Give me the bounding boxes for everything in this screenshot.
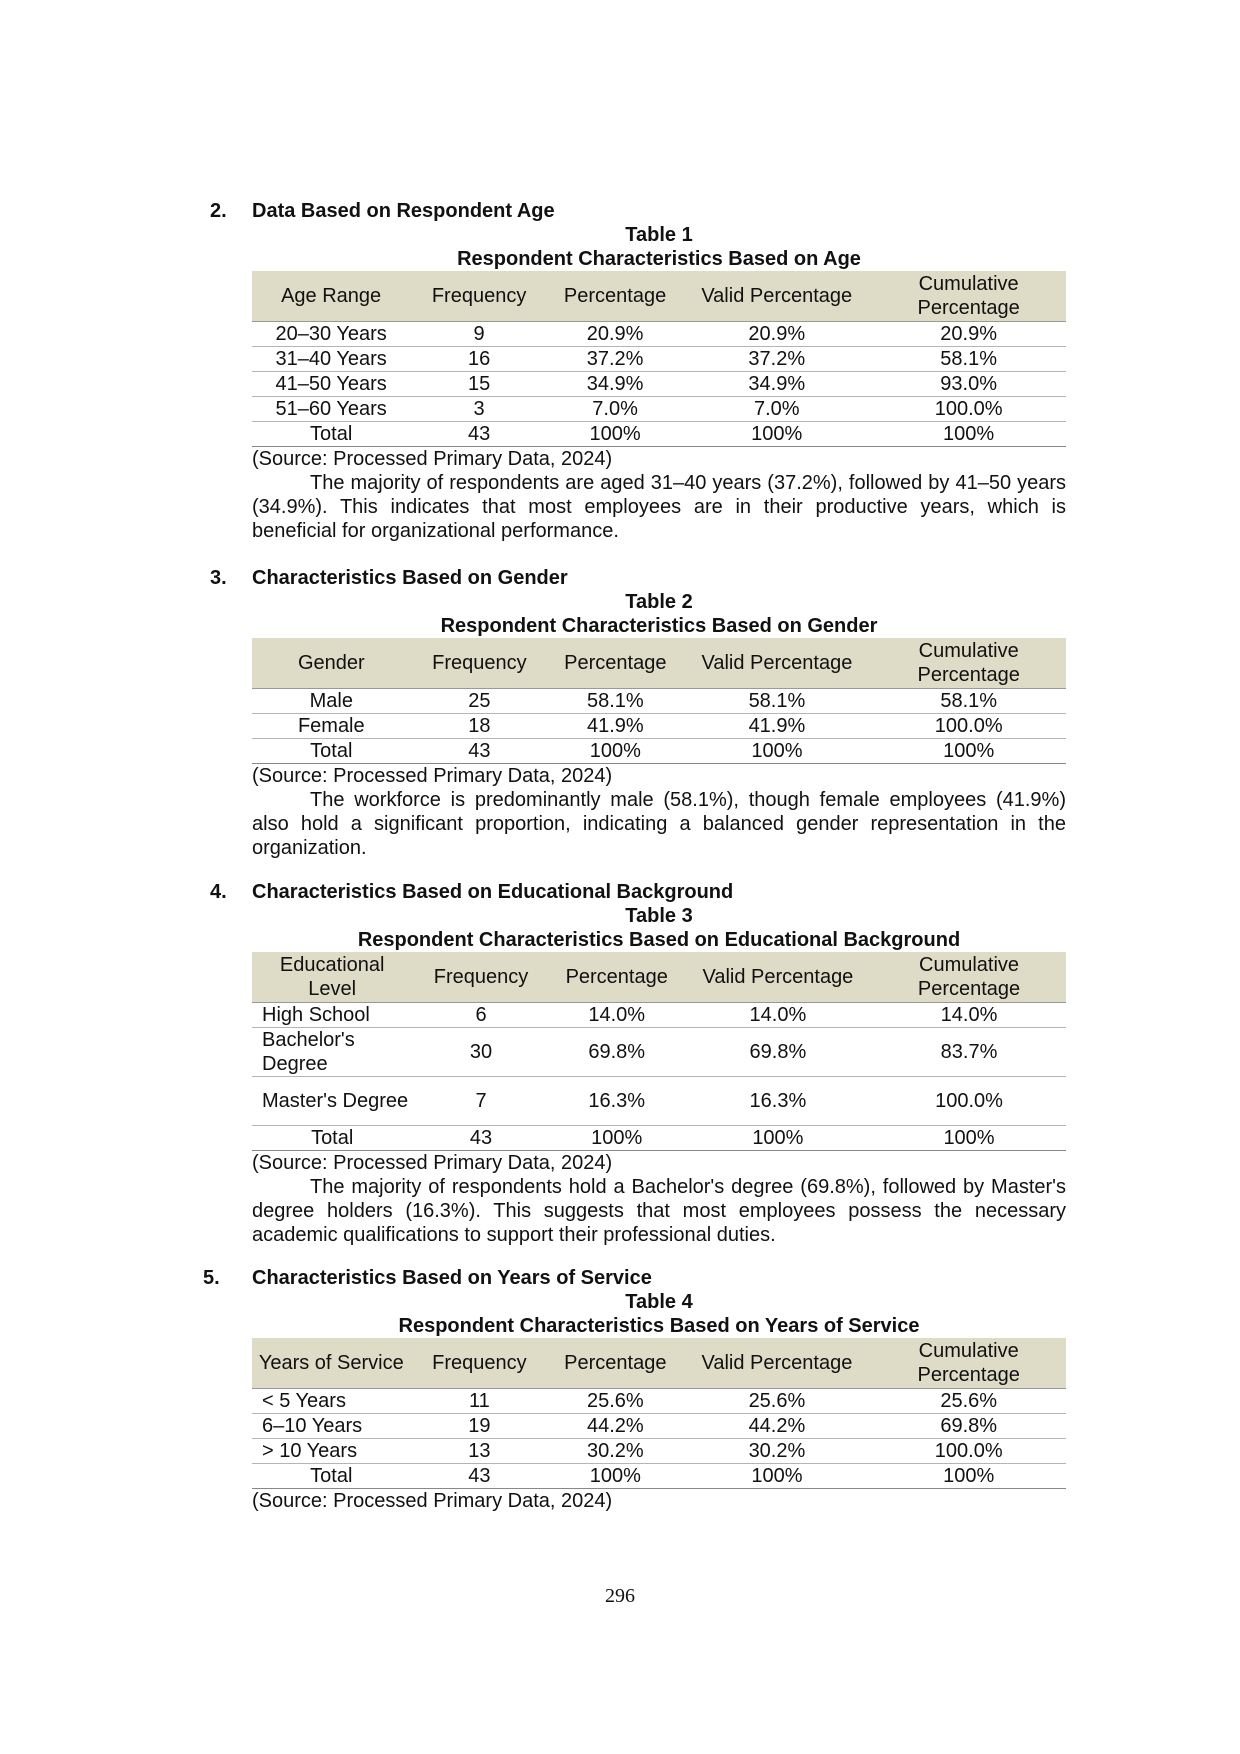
column-header: Valid Percentage <box>682 271 871 322</box>
column-header: Frequency <box>411 1338 549 1389</box>
column-header: Frequency <box>412 952 549 1003</box>
table-cell: 15 <box>410 372 548 397</box>
table-cell: 9 <box>410 322 548 347</box>
table-row <box>252 1003 1066 1028</box>
table-cell: 30.2% <box>548 1439 682 1464</box>
table-header-row <box>252 1338 1066 1389</box>
table-cell: 43 <box>411 1464 549 1489</box>
table-row <box>252 1077 1066 1126</box>
table-cell: 25.6% <box>871 1389 1066 1414</box>
table-header-row <box>252 271 1066 322</box>
table-cell: 41.9% <box>682 714 871 739</box>
column-header: Frequency <box>411 638 549 689</box>
education-table <box>252 952 1066 1151</box>
body-paragraph: The workforce is predominantly male (58.1%), though female employees (41.9%) also hold a significant proportion, indicating a balanced gender representation in the organization. <box>252 789 1066 859</box>
table-header-row <box>252 952 1066 1003</box>
table-title: Respondent Characteristics Based on Gender <box>440 615 878 637</box>
section-heading <box>210 566 1066 590</box>
table-title: Respondent Characteristics Based on Years of Service <box>398 1315 920 1337</box>
section-education <box>210 880 1066 1247</box>
section-number: 3. <box>210 567 227 589</box>
table-total-row <box>252 739 1066 764</box>
table-cell: 100.0% <box>871 714 1066 739</box>
table-number: Table 1 <box>625 224 693 246</box>
column-header: Percentage <box>550 952 684 1003</box>
table-cell: 25.6% <box>682 1389 871 1414</box>
table-cell: 3 <box>410 397 548 422</box>
column-header: Cumulative Percentage <box>871 1338 1066 1389</box>
table-cell: 100% <box>871 422 1066 447</box>
table-cell: 14.0% <box>550 1003 684 1028</box>
column-header: Percentage <box>548 1338 682 1389</box>
section-title: Data Based on Respondent Age <box>252 200 555 222</box>
table-cell: 43 <box>412 1126 549 1151</box>
column-header: Cumulative Percentage <box>871 638 1066 689</box>
table-cell: 100% <box>682 1464 871 1489</box>
column-header: Percentage <box>548 271 682 322</box>
table-row <box>252 397 1066 422</box>
table-cell: 34.9% <box>548 372 682 397</box>
table-cell: 44.2% <box>682 1414 871 1439</box>
table-title: Respondent Characteristics Based on Age <box>457 248 861 270</box>
section-title: Characteristics Based on Gender <box>252 567 568 589</box>
column-header: Educational Level <box>252 952 412 1003</box>
table-cell: Total <box>252 739 411 764</box>
column-header: Age Range <box>252 271 410 322</box>
table-row <box>252 347 1066 372</box>
table-source: (Source: Processed Primary Data, 2024) <box>252 765 613 787</box>
table-cell: 20.9% <box>682 322 871 347</box>
column-header: Valid Percentage <box>682 638 871 689</box>
table-cell: Master's Degree <box>252 1077 412 1126</box>
table-row <box>252 1439 1066 1464</box>
table-cell: 18 <box>411 714 549 739</box>
column-header: Frequency <box>410 271 548 322</box>
table-row <box>252 372 1066 397</box>
table-cell: 6 <box>412 1003 549 1028</box>
table-number: Table 3 <box>625 905 693 927</box>
section-number: 4. <box>210 881 227 903</box>
table-cell: > 10 Years <box>252 1439 411 1464</box>
column-header: Valid Percentage <box>684 952 872 1003</box>
column-header: Gender <box>252 638 411 689</box>
table-cell: 69.8% <box>871 1414 1066 1439</box>
section-number: 5. <box>203 1267 220 1289</box>
table-row <box>252 1389 1066 1414</box>
section-heading <box>203 1266 1066 1290</box>
table-header-row <box>252 638 1066 689</box>
table-cell: 7.0% <box>682 397 871 422</box>
table-cell: 14.0% <box>684 1003 872 1028</box>
table-number: Table 2 <box>625 591 693 613</box>
column-header: Percentage <box>548 638 682 689</box>
table-total-row <box>252 1464 1066 1489</box>
table-cell: 30 <box>412 1028 549 1077</box>
table-cell: 100% <box>682 422 871 447</box>
table-cell: Female <box>252 714 411 739</box>
table-cell: 19 <box>411 1414 549 1439</box>
table-cell: 13 <box>411 1439 549 1464</box>
table-cell: 100.0% <box>872 1077 1066 1126</box>
table-cell: 7 <box>412 1077 549 1126</box>
section-gender <box>210 566 1066 860</box>
column-header: Valid Percentage <box>682 1338 871 1389</box>
table-cell: 16.3% <box>550 1077 684 1126</box>
table-number: Table 4 <box>625 1291 693 1313</box>
table-row <box>252 689 1066 714</box>
table-cell: 34.9% <box>682 372 871 397</box>
table-cell: 100% <box>550 1126 684 1151</box>
table-cell: Total <box>252 1126 412 1151</box>
table-cell: 51–60 Years <box>252 397 410 422</box>
table-cell: 14.0% <box>872 1003 1066 1028</box>
table-cell: Total <box>252 422 410 447</box>
table-row <box>252 322 1066 347</box>
table-cell: 20.9% <box>548 322 682 347</box>
table-total-row <box>252 1126 1066 1151</box>
section-heading <box>210 199 1066 223</box>
section-number: 2. <box>210 200 227 222</box>
table-cell: 16 <box>410 347 548 372</box>
table-cell: 37.2% <box>548 347 682 372</box>
table-cell: 93.0% <box>871 372 1066 397</box>
table-cell: 100% <box>871 1464 1066 1489</box>
column-header: Years of Service <box>252 1338 411 1389</box>
service-table <box>252 1338 1066 1489</box>
body-paragraph: The majority of respondents hold a Bachelor's degree (69.8%), followed by Master's degree holders (16.3%). This suggests that most employees possess the necessary academic qualifications to support their professional duties. <box>252 1176 1066 1246</box>
table-cell: 100% <box>548 739 682 764</box>
table-cell: 37.2% <box>682 347 871 372</box>
column-header: Cumulative Percentage <box>871 271 1066 322</box>
table-row <box>252 1414 1066 1439</box>
table-total-row <box>252 422 1066 447</box>
table-source: (Source: Processed Primary Data, 2024) <box>252 1152 613 1174</box>
table-cell: 30.2% <box>682 1439 871 1464</box>
table-cell: 69.8% <box>550 1028 684 1077</box>
table-cell: 58.1% <box>682 689 871 714</box>
table-title: Respondent Characteristics Based on Educational Background <box>357 929 961 951</box>
table-cell: Total <box>252 1464 411 1489</box>
table-cell: 100% <box>684 1126 872 1151</box>
table-row <box>252 714 1066 739</box>
table-cell: 20–30 Years <box>252 322 410 347</box>
table-cell: 44.2% <box>548 1414 682 1439</box>
table-cell: 100% <box>682 739 871 764</box>
table-cell: 20.9% <box>871 322 1066 347</box>
table-cell: 58.1% <box>871 347 1066 372</box>
table-cell: 100% <box>548 1464 682 1489</box>
page-number: 296 <box>605 1585 635 1607</box>
table-cell: 83.7% <box>872 1028 1066 1077</box>
table-cell: 6–10 Years <box>252 1414 411 1439</box>
table-cell: 16.3% <box>684 1077 872 1126</box>
gender-table <box>252 638 1066 764</box>
table-cell: 43 <box>411 739 549 764</box>
age-table <box>252 271 1066 447</box>
table-source: (Source: Processed Primary Data, 2024) <box>252 1490 613 1512</box>
table-cell: Male <box>252 689 411 714</box>
table-cell: 100% <box>871 739 1066 764</box>
section-age <box>210 199 1066 543</box>
table-cell: 7.0% <box>548 397 682 422</box>
table-source: (Source: Processed Primary Data, 2024) <box>252 448 613 470</box>
table-cell: 58.1% <box>548 689 682 714</box>
body-paragraph: The majority of respondents are aged 31–40 years (37.2%), followed by 41–50 years (34.9%). This indicates that most employees are in their productive years, which is beneficial for organizational performance. <box>252 472 1066 542</box>
section-heading <box>210 880 1066 904</box>
table-cell: 41–50 Years <box>252 372 410 397</box>
table-cell: 69.8% <box>684 1028 872 1077</box>
section-title: Characteristics Based on Years of Service <box>252 1267 652 1289</box>
table-cell: 11 <box>411 1389 549 1414</box>
table-cell: 58.1% <box>871 689 1066 714</box>
table-cell: 100% <box>872 1126 1066 1151</box>
table-cell: 25 <box>411 689 549 714</box>
section-title: Characteristics Based on Educational Background <box>252 881 734 903</box>
table-cell: Bachelor's Degree <box>252 1028 412 1077</box>
table-cell: High School <box>252 1003 412 1028</box>
table-cell: 100.0% <box>871 1439 1066 1464</box>
table-cell: 31–40 Years <box>252 347 410 372</box>
table-cell: 100% <box>548 422 682 447</box>
table-row <box>252 1028 1066 1077</box>
table-cell: 100.0% <box>871 397 1066 422</box>
table-cell: 25.6% <box>548 1389 682 1414</box>
section-service <box>203 1266 1066 1513</box>
table-cell: 43 <box>410 422 548 447</box>
column-header: Cumulative Percentage <box>872 952 1066 1003</box>
table-cell: 41.9% <box>548 714 682 739</box>
table-cell: < 5 Years <box>252 1389 411 1414</box>
